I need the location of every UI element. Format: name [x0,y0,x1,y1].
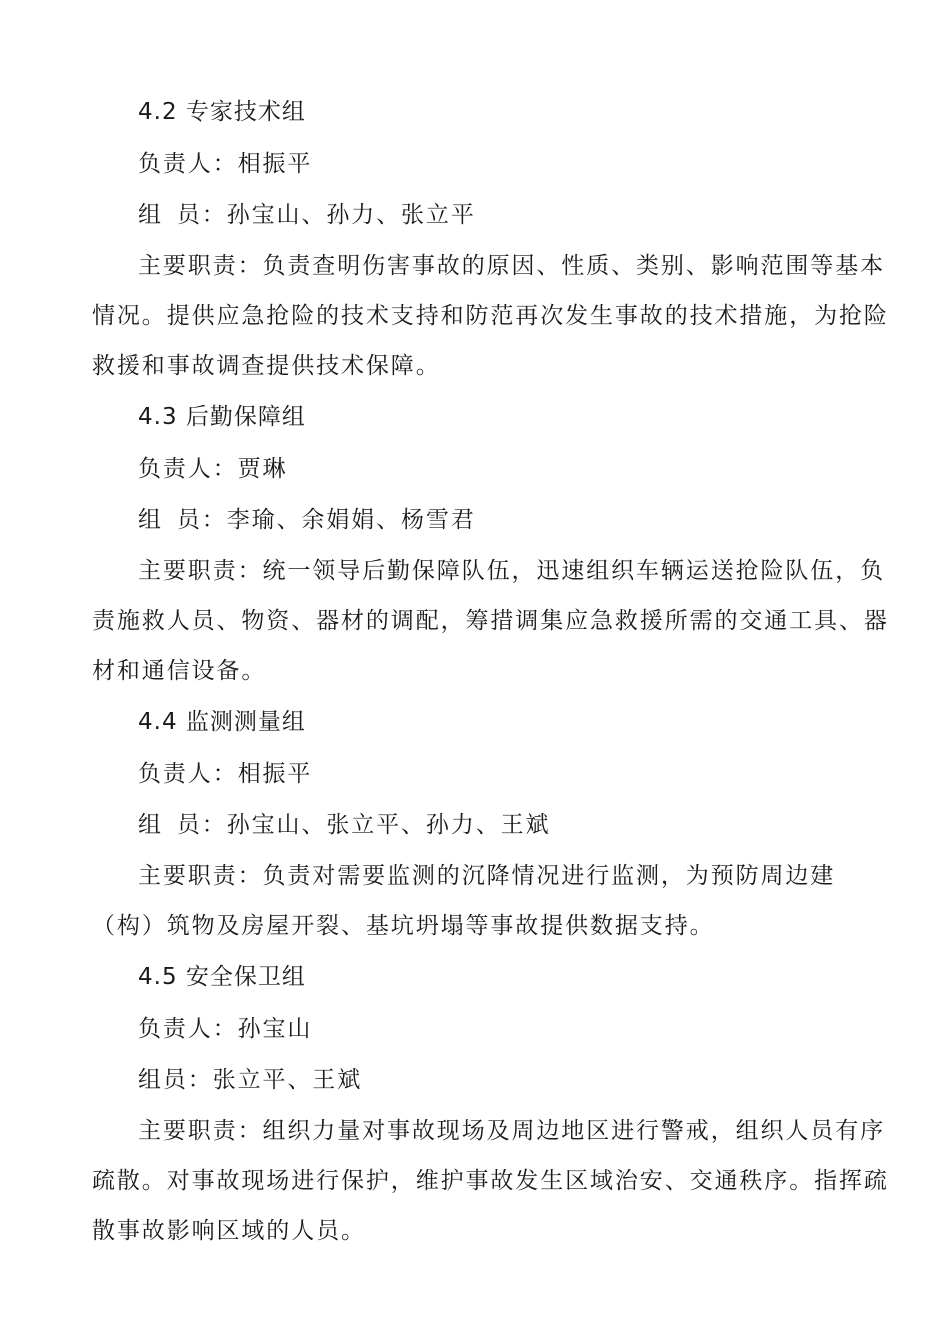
section-heading: 4.5 安全保卫组 [138,964,306,990]
duty-line: （构）筑物及房屋开裂、基坑坍塌等事故提供数据支持。 [92,913,715,939]
duty-line: 责施救人员、物资、器材的调配，筹措调集应急救援所需的交通工具、器 [92,608,889,634]
duty-line: 情况。提供应急抢险的技术支持和防范再次发生事故的技术措施，为抢险 [92,303,889,329]
leader-label: 负责人： [138,456,238,482]
section-heading: 4.3 后勤保障组 [138,404,306,430]
leader-label: 负责人： [138,1016,238,1042]
members-label-b: 员： [176,812,227,838]
leader-line [138,760,312,788]
members-label-b: 员： [176,202,227,228]
members-label-a: 组 [138,202,163,228]
members-line [138,811,550,839]
duty-text: 负责查明伤害事故的原因、性质、类别、影响范围等基本 [262,253,885,279]
leader-name: 相振平 [237,761,313,787]
duty-label: 主要职责： [138,253,263,279]
members-line [138,506,476,534]
duty-label: 主要职责： [138,863,263,889]
duty-line: 散事故影响区域的人员。 [92,1218,366,1244]
duty-line [138,557,885,585]
members-names: 孙宝山、张立平、孙力、王斌 [226,812,551,838]
members-names: 张立平、王斌 [212,1067,363,1093]
leader-line [138,455,287,483]
section-heading: 4.4 监测测量组 [138,709,306,735]
leader-label: 负责人： [138,151,238,177]
duty-line: 救援和事故调查提供技术保障。 [92,353,441,379]
members-line [138,1066,362,1094]
duty-line [138,1117,885,1145]
leader-name: 孙宝山 [237,1016,313,1042]
members-label-a: 组 [138,507,163,533]
duty-label: 主要职责： [138,558,263,584]
leader-name: 相振平 [237,151,313,177]
duty-line: 材和通信设备。 [92,658,267,684]
duty-line: 疏散。对事故现场进行保护，维护事故发生区域治安、交通秩序。指挥疏 [92,1168,889,1194]
members-line [138,201,476,229]
section-heading: 4.2 专家技术组 [138,99,306,125]
members-names: 李瑜、余娟娟、杨雪君 [226,507,476,533]
members-label-a: 组 [138,812,163,838]
duty-text: 负责对需要监测的沉降情况进行监测，为预防周边建 [262,863,836,889]
duty-line [138,252,885,280]
leader-name: 贾琳 [237,456,288,482]
members-names: 孙宝山、孙力、张立平 [226,202,476,228]
duty-line [138,862,835,890]
members-label: 组员： [138,1067,213,1093]
members-label-b: 员： [176,507,227,533]
leader-line [138,1015,312,1043]
duty-text: 组织力量对事故现场及周边地区进行警戒，组织人员有序 [262,1118,885,1144]
duty-text: 统一领导后勤保障队伍，迅速组织车辆运送抢险队伍，负 [262,558,885,584]
duty-label: 主要职责： [138,1118,263,1144]
leader-label: 负责人： [138,761,238,787]
leader-line [138,150,312,178]
